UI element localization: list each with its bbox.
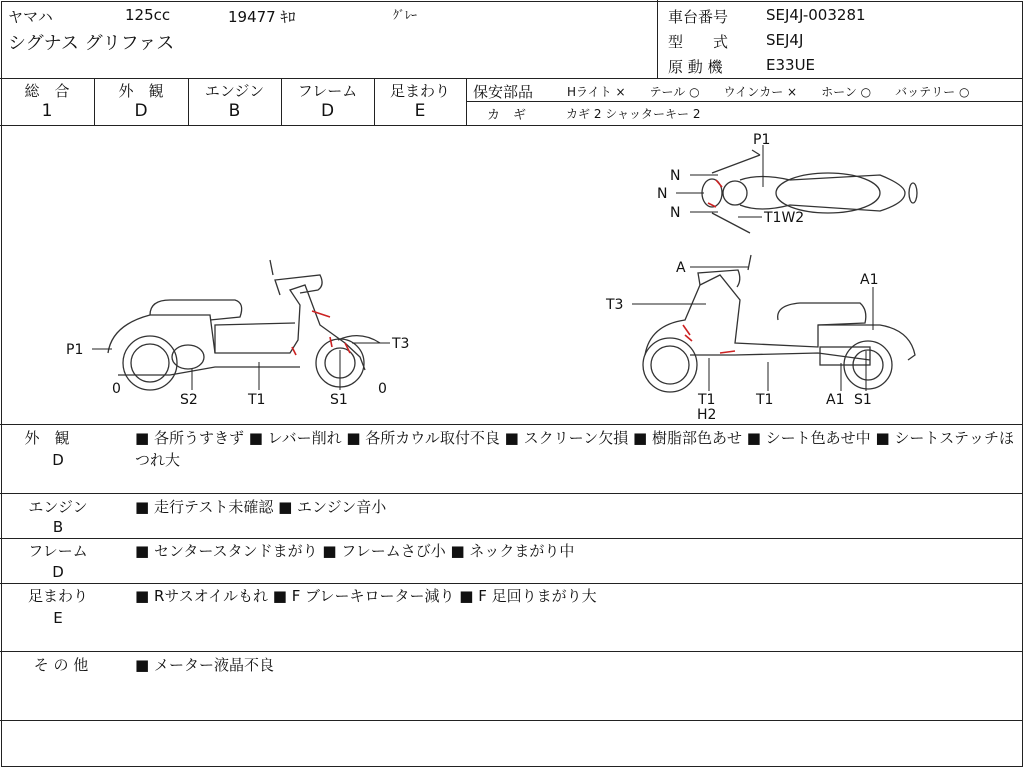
rule (374, 78, 375, 125)
label-right-a1: A1 (826, 392, 845, 408)
grade-suspension-label: 足まわり (389, 82, 450, 100)
section-suspension-grade: E (53, 609, 63, 627)
rule (188, 78, 189, 125)
grade-total-label: 総 合 (24, 82, 70, 100)
engine-label: 原 動 機 (668, 58, 723, 76)
rule (0, 583, 1022, 584)
section-exterior-text: ■ 各所うすきず ■ レバー削れ ■ 各所カウル取付不良 ■ スクリーン欠損 ■ 樹脂部色あせ ■ シート色あせ中 ■ シートステッチほつれ大 (135, 429, 1014, 469)
top-view-scooter (702, 150, 917, 233)
section-frame-grade: D (52, 563, 64, 581)
label-right-h2: H2 (697, 407, 717, 423)
label-left-s1: S1 (330, 392, 348, 408)
label-left-0a: 0 (112, 381, 121, 397)
safety-items: Hライト × テール ○ ウインカー × ホーン ○ バッテリー ○ (567, 85, 970, 99)
body-color: ｸﾞﾚｰ (393, 8, 418, 22)
rule (0, 78, 1022, 79)
header-divider (657, 0, 658, 78)
label-right-t1a: T1 (698, 392, 716, 408)
damage-marks (292, 180, 735, 355)
left-side-scooter (108, 260, 380, 390)
section-exterior-label: 外 観 (24, 429, 70, 447)
section-suspension-text: ■ Rサスオイルもれ ■ F ブレーキローター減り ■ F 足回りまがり大 (135, 587, 597, 605)
label-left-t1: T1 (248, 392, 266, 408)
grade-engine-value: B (228, 101, 241, 121)
label-right-a1-top: A1 (860, 272, 879, 288)
label-left-0b: 0 (378, 381, 387, 397)
label-top-n3: N (670, 205, 681, 221)
type-label: 型 式 (668, 33, 729, 51)
section-frame-text: ■ センタースタンドまがり ■ フレームさび小 ■ ネックまがり中 (135, 542, 575, 560)
section-other-label: そ の 他 (33, 656, 89, 674)
key-value: カギ 2 シャッターキー 2 (566, 107, 701, 121)
label-top-p1: P1 (753, 132, 771, 148)
safety-label: 保安部品 (473, 83, 534, 101)
section-suspension-label: 足まわり (27, 587, 88, 605)
grade-engine-label: エンジン (204, 82, 265, 100)
label-right-t3: T3 (606, 297, 624, 313)
label-left-p1: P1 (66, 342, 84, 358)
grade-total-value: 1 (41, 101, 53, 121)
section-engine-label: エンジン (28, 498, 88, 516)
label-top-n2: N (657, 186, 668, 202)
maker: ヤマハ (8, 8, 53, 26)
model-name: シグナス グリファス (8, 33, 175, 54)
key-label: カ ギ (487, 108, 527, 123)
type-value: SEJ4J (766, 31, 804, 49)
rule (94, 78, 95, 125)
rule (0, 651, 1022, 652)
rule (0, 424, 1022, 425)
grade-exterior-label: 外 観 (118, 82, 164, 100)
rule (0, 493, 1022, 494)
grade-suspension-value: E (414, 101, 426, 121)
rule (0, 720, 1022, 721)
section-engine-text: ■ 走行テスト未確認 ■ エンジン音小 (135, 498, 387, 516)
mileage: 19477 ｷﾛ (228, 8, 296, 26)
label-right-s1: S1 (854, 392, 872, 408)
label-top-n1: N (670, 168, 681, 184)
section-other-text: ■ メーター液晶不良 (135, 656, 274, 674)
section-frame-label: フレーム (28, 542, 88, 560)
rule (466, 101, 1022, 102)
section-engine-grade: B (52, 518, 64, 536)
engine-value: E33UE (766, 56, 816, 74)
grade-exterior-value: D (134, 101, 148, 121)
rule (0, 538, 1022, 539)
rule (281, 78, 282, 125)
scooter-diagram (0, 125, 1022, 425)
grade-frame-value: D (320, 101, 335, 121)
frame-no: SEJ4J-003281 (766, 6, 866, 24)
label-top-t1w2: T1W2 (764, 210, 805, 226)
displacement: 125cc (125, 6, 171, 24)
section-exterior-grade: D (52, 451, 64, 469)
label-right-t1b: T1 (756, 392, 774, 408)
label-left-t3: T3 (392, 336, 410, 352)
label-right-a: A (676, 260, 686, 276)
label-left-s2: S2 (180, 392, 198, 408)
frame-no-label: 車台番号 (668, 8, 729, 26)
grade-frame-label: フレーム (297, 82, 358, 100)
